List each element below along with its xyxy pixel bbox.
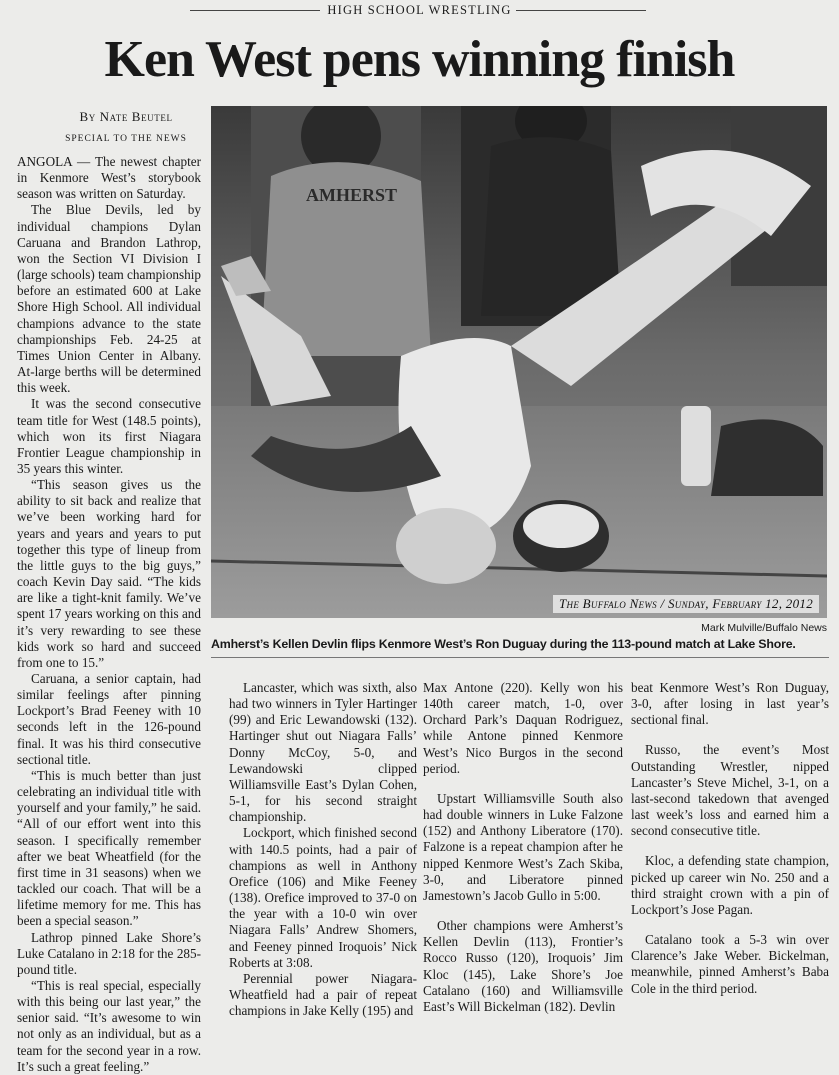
paragraph: Catalano took a 5-3 win over Clarence’s Jake Weber. Bickelman, meanwhile, pinned Amherst’s Baba Cole in the third period.	[631, 932, 829, 996]
article-column-4	[631, 680, 829, 997]
paragraph: It was the second consecutive team title for West (148.5 points), which won its first Niagara Frontier League championship in 35 years this winter.	[17, 396, 201, 476]
paragraph: Upstart Williamsville South also had double winners in Luke Falzone (152) and Anthony Liberatore (170). Falzone is a repeat champion after he nipped Kenmore West’s Zach Skiba, 3-0, and Liberatore pinned Jamestown’s Jacob Gullo in 5:00.	[423, 790, 623, 903]
paragraph: “This is real special, especially with this being our last year,” the senior said. “It’s awesome to win not only as an individual, but as a team for the second year in a row. It’s such a great feeling.”	[17, 977, 201, 1074]
photo-caption: Amherst’s Kellen Devlin flips Kenmore West’s Ron Duguay during the 113-pound match at Lake Shore.	[211, 637, 796, 651]
paragraph: Lockport, which finished second with 140.5 points, had a pair of champions as well in Anthony Orefice (106) and Mike Feeney (138). Orefice improved to 37-0 on the year with a 10-0 win over Niagara Falls’ Andrew Shomers, and Feeney pinned Iroquois’ Nick Roberts at 3:08.	[229, 825, 417, 970]
paragraph: Lancaster, which was sixth, also had two winners in Tyler Hartinger (99) and Eric Lewandowski (132). Hartinger shut out Niagara Falls’ Donny McCoy, 5-0, and Lewandowski clipped Williamsville East’s Dylan Cohen, 5-1, for his second straight championship.	[229, 680, 417, 825]
paragraph: ANGOLA — The newest chapter in Kenmore West’s storybook season was written on Saturday.	[17, 154, 201, 202]
paragraph: Perennial power Niagara-Wheatfield had a pair of repeat champions in Jake Kelly (195) and	[229, 970, 417, 1019]
paragraph: Kloc, a defending state champion, picked up career win No. 250 and a third straight crown with a pin of Lockport’s Jose Pagan.	[631, 853, 829, 917]
article-column-1	[17, 154, 201, 1075]
special-to-news: SPECIAL TO THE NEWS	[65, 134, 187, 144]
headline: Ken West pens winning finish	[104, 31, 735, 88]
paragraph: Caruana, a senior captain, had similar feelings after pinning Lockport’s Brad Feeney with 10 seconds left in the 126-pound final. It was his third consecutive sectional title.	[17, 671, 201, 767]
paragraph: The Blue Devils, led by individual champions Dylan Caruana and Brandon Lathrop, won the Section VI Division I (large schools) team championship before an estimated 600 at Lake Shore High School. All individual champions advance to the state championships Feb. 24-25 at Times Union Center in Albany. At-large berths will be determined this week.	[17, 202, 201, 396]
photo-credit: Mark Mulville/Buffalo News	[701, 622, 827, 634]
paragraph: “This is much better than just celebrating an individual title with yourself and your family,” he said. “All of our effort went into this season. I specifically remember after we beat Wheatfield (for the first time in 31 seasons) when we tackled our coach. That will be a lifetime memory for me. This has been a special season.”	[17, 767, 201, 929]
caption-rule	[211, 657, 829, 658]
paragraph: Lathrop pinned Lake Shore’s Luke Catalano in 2:18 for the 285-pound title.	[17, 929, 201, 977]
paragraph: Other champions were Amherst’s Kellen Devlin (113), Frontier’s Rocco Russo (120), Iroquois’ Jim Kloc (145), Lake Shore’s Joe Catalano (160) and Williamsville East’s Will Bickelman (182). Devlin	[423, 918, 623, 1014]
paragraph: beat Kenmore West’s Ron Duguay, 3-0, after losing in last year’s sectional final.	[631, 680, 829, 728]
paragraph: “This season gives us the ability to sit back and realize that we’ve been working hard for years and years and years to put together this type of lineup from the little guys to the big guys,” coach Kevin Day said. “The kids are like a tight-knit family. We’ve spent 17 years working on this and it’s very rewarding to see these kids work so hard and succeed from one to 15.”	[17, 477, 201, 670]
article-column-2	[229, 680, 417, 1019]
byline: By Nate Beutel	[79, 109, 173, 124]
photo-stamp: The Buffalo News / Sunday, February 12, 2012	[553, 595, 819, 613]
paragraph: Max Antone (220). Kelly won his 140th career match, 1-0, over Orchard Park’s Daquan Rodriguez, while Antone pinned Kenmore West’s Nico Burgos in the second period.	[423, 680, 623, 776]
kicker-rule-right	[516, 10, 646, 11]
section-kicker: HIGH SCHOOL WRESTLING	[327, 3, 512, 17]
jersey-text: AMHERST	[306, 185, 398, 205]
article-column-3	[423, 680, 623, 1015]
photo-illustration	[211, 106, 827, 618]
wrestling-photo	[211, 106, 827, 618]
paragraph: Russo, the event’s Most Outstanding Wrestler, nipped Lancaster’s Steve Michel, 3-1, on a last-second takedown that avenged last week’s loss and earned him a second consecutive title.	[631, 742, 829, 839]
